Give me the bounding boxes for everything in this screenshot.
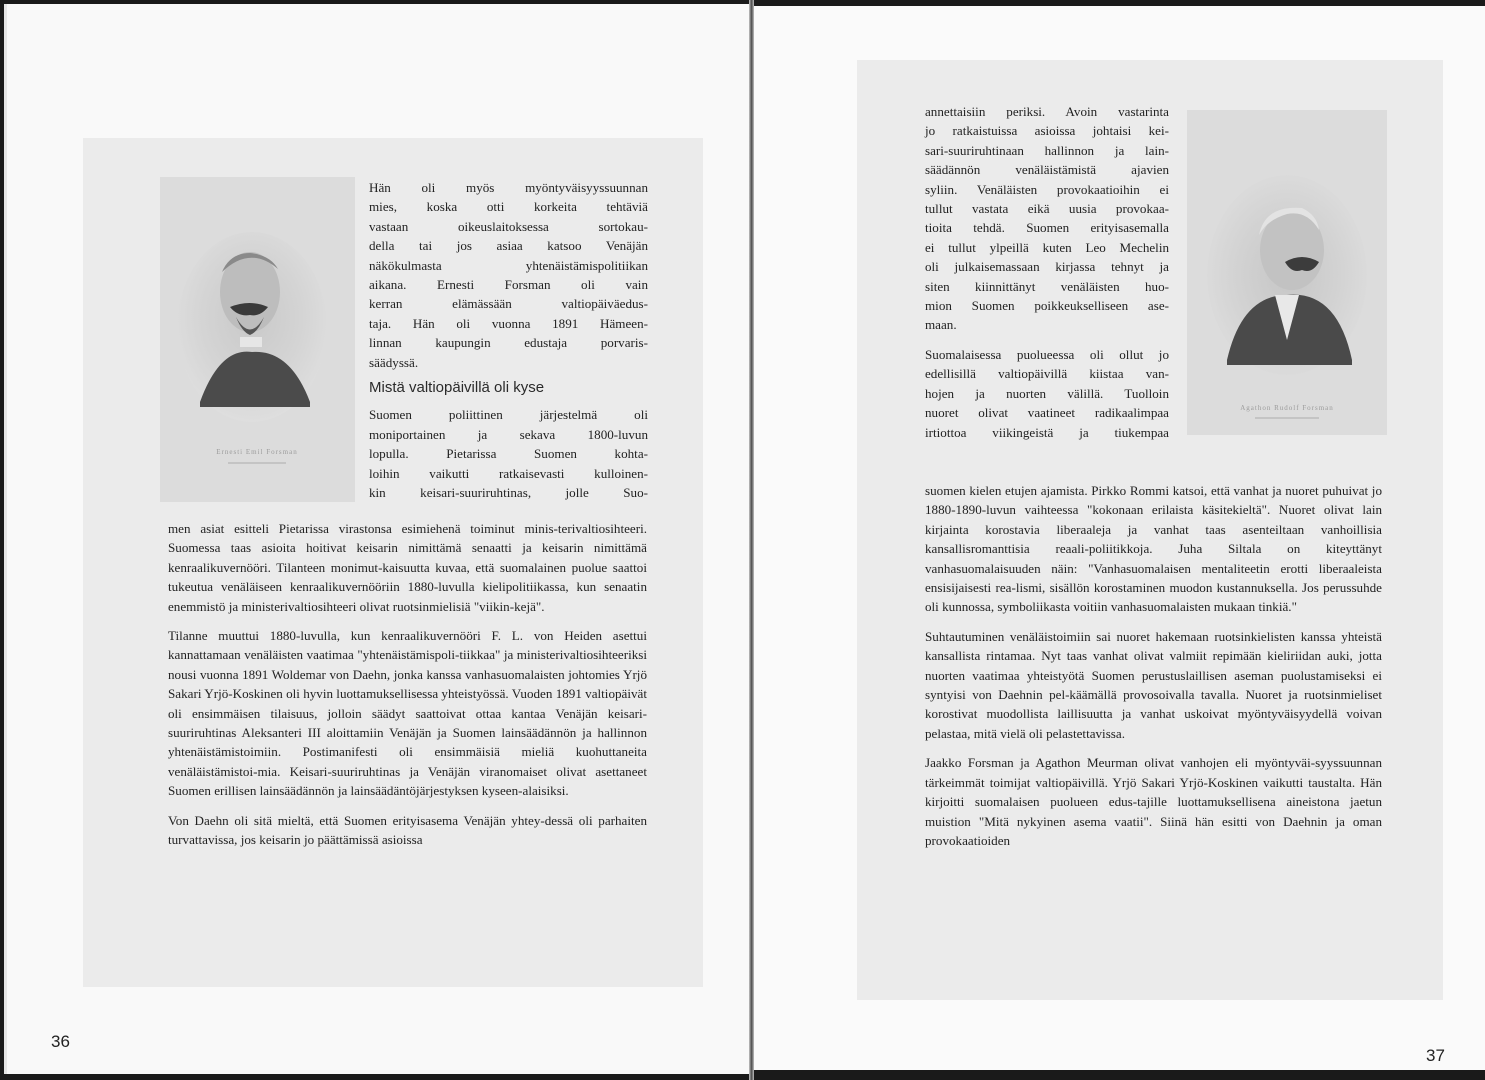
text-line: taja. Hän oli vuonna 1891 Hämeen-: [369, 315, 648, 331]
portrait-illustration-right: [1187, 110, 1387, 435]
text-line: ei tullut ylpeillä kuten Leo Mechelin: [925, 239, 1169, 255]
text-line: Suomalaisessa puolueessa oli ollut jo: [925, 346, 1169, 362]
text-line: Hän oli myös myöntyväisyyssuunnan: [369, 180, 648, 195]
text-line: maan.: [925, 317, 957, 333]
text-line: nuoret olivat vaatineet radikaalimpaa: [925, 405, 1169, 421]
text-line: linnan kaupungin edustaja porvaris-: [369, 335, 648, 351]
text-line: säädännön venäläistämistä ajavien: [925, 162, 1169, 178]
paragraph: suomen kielen etujen ajamista. Pirkko Rommi katsoi, että vanhat ja nuoret puhuivat jo 1880-1890-luvun vaihteessa "kokonaan erilaista käsitekieltä". Nuoret olivat lain kirjainta korostavia liberaaleja ja vanhat taas asenteiltaan vanhoillisia kansallisromanttisia reaali-poliitikkoja. Juha Siltala on kiteyttänyt vanhasuomalaisuuden näin: "Vanhasuomalaisen mentaliteetin erotti liberaaleista ensisijaisesti rea-lismi, sisällön korostaminen muodon kustannuksella. Jos perussuhde oli kunnossa, symboliikasta voitiin vanhasuomalaisten mukaan tinkiä.": [925, 483, 1382, 615]
page-number-right: 37: [1426, 1046, 1445, 1065]
text-line: mion Suomen poikkeukselliseen ase-: [925, 298, 1169, 314]
paragraph: Jaakko Forsman ja Agathon Meurman olivat vanhojen eli myöntyväi-syyssuunnan tärkeimmät toimijat valtiopäivillä. Yrjö Sakari Yrjö-Koskinen vaikutti taustalta. Hän kirjoitti suomalaisen puolueen edus-tajille luottamuksellisena aineistona jaetun muistion "Mitä nykyinen asema vaatii". Siinä hän esitti von Daehnin ja oman provokaatioiden: [925, 755, 1382, 848]
text-line: della tai jos asiaa katsoo Venäjän: [369, 238, 648, 254]
text-line: siten kiinnittänyt venäläisten huo-: [925, 278, 1169, 294]
portrait-caption-left: Ernesti Emil Forsman: [216, 448, 298, 456]
portrait-caption-right: Agathon Rudolf Forsman: [1240, 404, 1334, 412]
paragraph: Suhtautuminen venäläistoimiin sai nuoret hakemaan ruotsinkielisten kanssa yhteistä kansallista rintamaa. Nyt taas vanhat olivat valmiit repimään kieliriidan auki, jotta nuorten vaatimaa yhteistyötä Suomen perustuslaillisen aseman puolustamiseksi ei syntyisi von Daehnin pel-käämällä provosoivalla tavalla. Nuoret ja ruotsinmieliset korostivat muodollista laillisuutta ja vanhat uskoivat myöntyväisyydellä voivan pelastaa, mitä vielä oli pelastettavissa.: [925, 628, 1382, 741]
section-heading: Mistä valtiopäivillä oli kyse: [369, 379, 545, 397]
text-line: sari-suuriruhtinaan hallinnon ja lain-: [925, 142, 1169, 158]
text-line: hojen ja nuorten välillä. Tuolloin: [925, 385, 1169, 401]
intro-text-left: [369, 178, 648, 503]
text-line: irtiottoa viikingeistä ja tiukempaa: [925, 424, 1169, 440]
paragraph: Von Daehn oli sitä mieltä, että Suomen erityisasema Venäjän yhtey-dessä oli parhaiten turvattavissa, jos keisarin jo päättämissä asioissa: [168, 812, 647, 848]
text-line: kerran elämässään valtiopäiväedus-: [369, 296, 648, 312]
text-line: loihin vaikutti ratkaisevasti kulloinen-: [369, 465, 648, 481]
text-line: oli julkaisemassaan kirjassa tehnyt ja: [925, 259, 1169, 275]
right-text-panel: [857, 60, 1443, 1000]
portrait-photo-left: [160, 177, 355, 502]
text-line: annettaisiin periksi. Avoin vastarinta: [925, 104, 1169, 119]
left-text-panel: [83, 138, 703, 987]
text-line: jo ratkaistuissa asioissa johtaisi kei-: [925, 123, 1169, 139]
text-line: tullut vastata eikä uusia provokaa-: [925, 201, 1169, 217]
paragraph: men asiat esitteli Pietarissa virastonsa esimiehenä toiminut minis-terivaltiosihteeri. Suomessa taas asioita hoitivat keisarin nimittämä senaatti ja keisarin nimittämä kenraalikuvernööri. Tilanteen monimut-kaisuutta kuvaa, että suomalainen puolue saattoi tukeutua venäläiseen kenraalikuvernööriin 1880-luvulla kielipolitiikassa, kun senaatin enemmistö ja ministerivaltiosihteeri olivat ruotsinmielisiä "viikin-kejä".: [168, 521, 647, 614]
text-line: moniportainen ja sekava 1800-luvun: [369, 426, 648, 442]
text-line: kin keisari-suuriruhtinas, jolle Suo-: [369, 485, 648, 501]
body-text-left: [168, 519, 647, 850]
text-line: näkökulmasta yhtenäistämispolitiikan: [369, 257, 648, 273]
intro-text-right: [925, 102, 1169, 442]
text-line: syliin. Venäläisten provokaatioihin ei: [925, 181, 1169, 197]
portrait-photo-right: [1187, 110, 1387, 435]
paragraph: Tilanne muuttui 1880-luvulla, kun kenraalikuvernööri F. L. von Heiden asettui kannattamaan venäläisten vaatimaa "yhtenäistämispoli-tiikkaa" ja ministerivaltiosihteeriksi nousi vuonna 1891 Woldemar von Daehn, jonka kanssa vanhasuomalaisten johtomies Yrjö Sakari Yrjö-Koskinen oli hyvin luottamuksellisessa yhteistyössä. Vuoden 1891 valtiopäivät oli ensimmäisen tilaisuus, jolloin säädyt saattoivat ottaa kantaa Venäjän keisari-suuriruhtinas Aleksanteri III aloittamiin Venäjän ja Suomen lainsäädännön ja hallinnon yhtenäistämistoimiin. Postimanifesti oli ensimmäisiä mieliä kuohuttaneita venäläistämistoi-mia. Keisari-suuriruhtinas ja Venäjän viranomaiset olivat asettaneet Suomen erillisen lainsäädännön ja lainsäädäntöjärjestyksen kyseen-alaisiksi.: [168, 628, 647, 799]
text-line: edellisillä valtiopäivillä kiistaa van-: [925, 366, 1169, 382]
body-text-right: [925, 481, 1382, 850]
portrait-illustration-left: [160, 177, 355, 502]
text-line: lopulla. Pietarissa Suomen kohta-: [369, 446, 648, 462]
right-page: [754, 6, 1485, 1070]
page-number-left: 36: [51, 1032, 70, 1051]
text-line: Suomen poliittinen järjestelmä oli: [369, 407, 648, 423]
left-page: [4, 4, 753, 1074]
text-line: vastaan oikeuslaitoksessa sortokau-: [369, 218, 648, 234]
text-line: säädyssä.: [369, 354, 419, 370]
text-line: mies, koska otti korkeita tehtäviä: [369, 199, 648, 215]
text-line: aikana. Ernesti Forsman oli vain: [369, 277, 648, 293]
text-line: tioita tehdä. Suomen erityisasemalla: [925, 220, 1169, 236]
